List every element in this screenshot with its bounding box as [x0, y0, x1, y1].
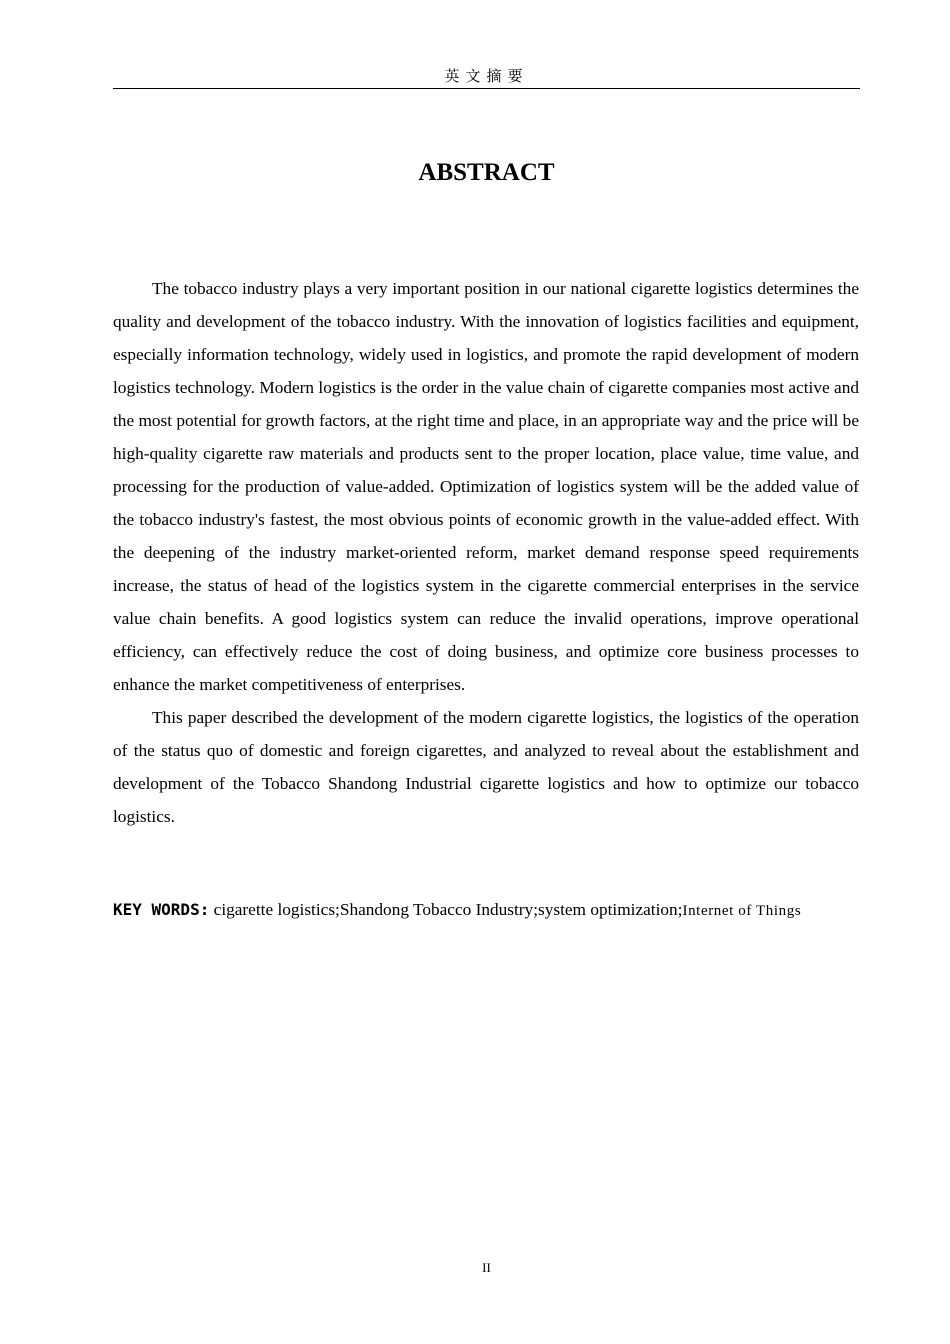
running-header: 英文摘要: [444, 67, 529, 85]
keywords-text: cigarette logistics;Shandong Tobacco Industry;system optimization;: [209, 900, 683, 919]
abstract-body: [113, 272, 859, 833]
keywords-label: KEY WORDS:: [113, 900, 210, 919]
page-number: II: [482, 1260, 491, 1275]
abstract-paragraph-2: This paper described the development of the modern cigarette logistics, the logistics of the operation of the status quo of domestic and foreign cigarettes, and analyzed to reveal about the establishment and development of the Tobacco Shandong Industrial cigarette logistics and how to optimize our tobacco logistics.: [113, 708, 859, 826]
keywords-last: Internet of Things: [682, 903, 802, 919]
abstract-paragraph-1: The tobacco industry plays a very important position in our national cigarette logistics determines the quality and development of the tobacco industry. With the innovation of logistics facilities and equipment, especially information technology, widely used in logistics, and promote the rapid development of modern logistics technology. Modern logistics is the order in the value chain of cigarette companies most active and the most potential for growth factors, at the right time and place, in an appropriate way and the price will be high-quality cigarette raw materials and products sent to the proper location, place value, time value, and processing for the production of value-added. Optimization of logistics system will be the added value of the tobacco industry's fastest, the most obvious points of economic growth in the value-added effect. With the deepening of the industry market-oriented reform, market demand response speed requirements increase, the status of head of the logistics system in the cigarette commercial enterprises in the service value chain benefits. A good logistics system can reduce the invalid operations, improve operational efficiency, can effectively reduce the cost of doing business, and optimize core business processes to enhance the market competitiveness of enterprises.: [113, 279, 859, 694]
keywords-line: [113, 892, 859, 929]
header-rule: [113, 88, 860, 89]
abstract-title: ABSTRACT: [418, 159, 555, 186]
